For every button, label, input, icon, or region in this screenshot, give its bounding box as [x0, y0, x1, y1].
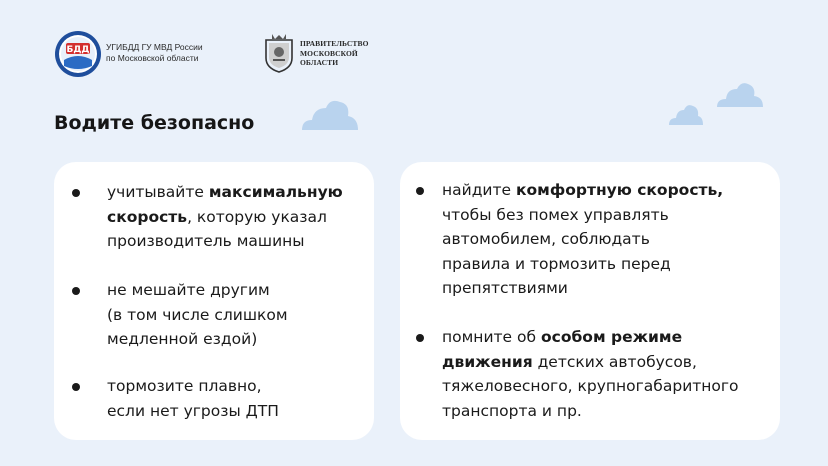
item-text-bold: комфортную скорость,	[516, 181, 724, 199]
item-text: тормозите плавно,	[107, 377, 262, 395]
org2-line2: МОСКОВСКОЙ	[300, 48, 358, 58]
item-text: найдите	[442, 181, 516, 199]
item-text: если нет угрозы ДТП	[107, 401, 279, 420]
item-text: производитель машины	[107, 232, 305, 250]
org1-line2: по Московской области	[106, 53, 199, 63]
logo-text: БДД	[66, 45, 90, 55]
cloud-icon	[716, 80, 764, 108]
bullet-icon	[416, 187, 424, 195]
item-text-bold: скорость	[107, 207, 188, 226]
item-text-bold: движения	[442, 352, 533, 371]
item-text-bold: особом режиме	[540, 328, 683, 346]
item-text: учитывайте	[107, 183, 209, 201]
bullet-icon	[72, 383, 80, 391]
page-title: Водите безопасно	[54, 112, 255, 134]
cloud-icon	[300, 96, 360, 132]
item-text: не мешайте другим	[107, 281, 270, 299]
item-text: медленной ездой)	[107, 330, 258, 348]
bullet-icon	[72, 189, 80, 197]
org2-name	[300, 39, 390, 68]
item-text: препятствиями	[442, 279, 568, 297]
org1-line1: УГИБДД ГУ МВД России	[106, 42, 203, 52]
item-text: детских автобусов,	[532, 352, 697, 371]
tips-card-left	[54, 162, 374, 440]
tips-card-right	[400, 162, 780, 440]
cloud-icon	[668, 102, 704, 126]
org2-line1: ПРАВИТЕЛЬСТВО	[300, 39, 369, 48]
item-text: , которую указал	[187, 207, 327, 226]
item-text: правила и тормозить перед	[442, 254, 671, 273]
item-text: чтобы без помех управлять	[442, 205, 669, 224]
item-text: транспорта и пр.	[442, 401, 582, 420]
org2-line3: ОБЛАСТИ	[300, 58, 339, 67]
item-text: тяжеловесного, крупногабаритного	[442, 377, 739, 395]
item-text: помните об	[442, 328, 541, 346]
bdd-logo-icon	[54, 30, 102, 78]
item-text: автомобилем, соблюдать	[442, 230, 650, 248]
bullet-icon	[72, 287, 80, 295]
coat-of-arms-icon	[262, 32, 296, 74]
item-text-bold: максимальную	[208, 183, 343, 201]
bullet-icon	[416, 334, 424, 342]
org1-name	[106, 42, 256, 64]
item-text: (в том числе слишком	[107, 305, 288, 324]
